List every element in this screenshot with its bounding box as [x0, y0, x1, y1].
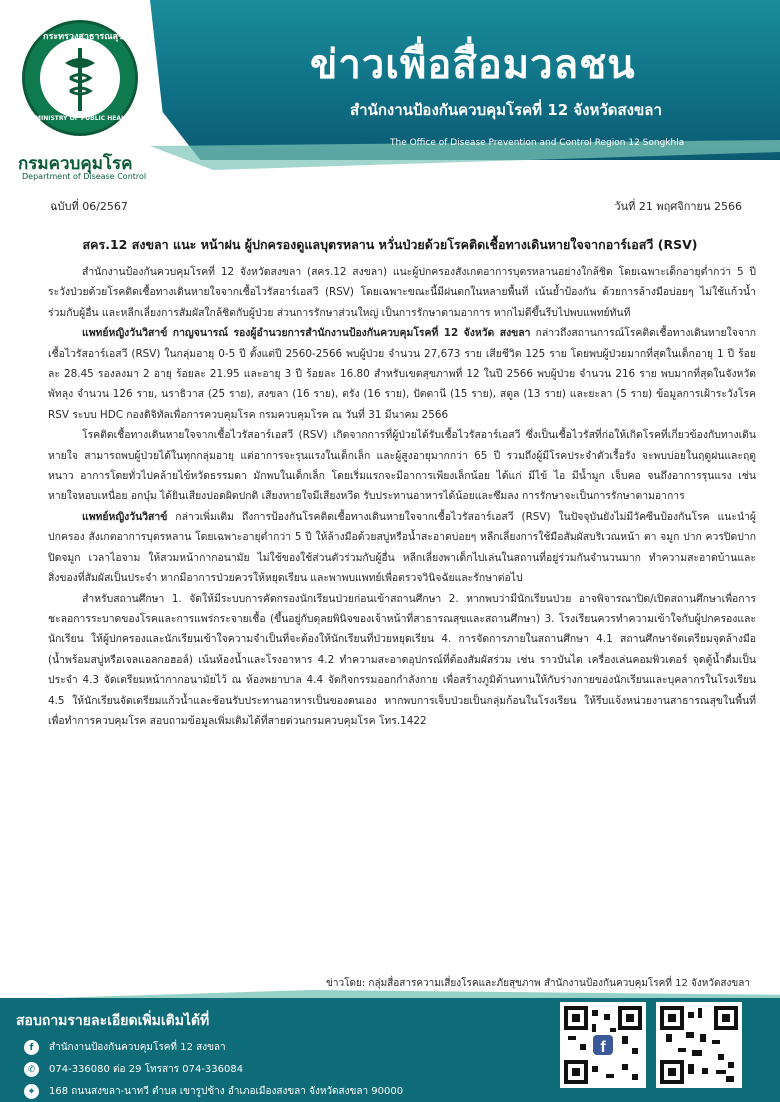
logo-top-text: กระทรวงสาธารณสุข — [43, 32, 125, 42]
qr-code-website[interactable] — [656, 1002, 742, 1088]
dept-name-thai: กรมควบคุมโรค — [18, 154, 133, 174]
footer-address — [24, 1084, 403, 1099]
paragraph-statistics — [48, 323, 756, 425]
issue-date: วันที่ 21 พฤศจิกายน 2566 — [614, 200, 742, 213]
office-name-english: The Office of Disease Prevention and Control Region 12 Songkhla — [390, 138, 685, 148]
page-title: ข่าวเพื่อสื่อมวลชน — [310, 42, 636, 88]
news-body — [48, 262, 756, 731]
header — [0, 0, 780, 190]
phone-icon: ✆ — [24, 1062, 39, 1077]
address-text: 168 ถนนสงขลา-นาทวี ตำบล เขารูปช้าง อำเภอเมืองสงขลา จังหวัดสงขลา 90000 — [49, 1086, 404, 1097]
logo-bottom-text: MINISTRY OF PUBLIC HEALTH — [35, 115, 133, 122]
speaker-name-short: แพทย์หญิงวันวิสาข์ — [82, 510, 168, 523]
news-headline: สคร.12 สงขลา แนะ หน้าฝน ผู้ปกครองดูแลบุตรหลาน หวั่นป่วยด้วยโรคติดเชื้อทางเดินหายใจจากอาร์เอสวี (RSV) — [82, 237, 698, 252]
paragraph-schools: สำหรับสถานศึกษา 1. จัดให้มีระบบการคัดกรองนักเรียนป่วยก่อนเข้าสถานศึกษา 2. หากพบว่ามีนักเรียนป่วย อาจพิจารณาปิด/เปิดสถานศึกษาเพื่อการชะลอการระบาดของโรคและการแพร่กระจายเชื้อ (ขึ้นอยู่กับดุลยพินิจของเจ้าหน้าที่สาธารณสุขและสถานศึกษา) 3. โรงเรียนควรทำความเข้าใจกับผู้ปกครองและนักเรียน ให้ผู้ปกครองและนักเรียนเข้าใจความจำเป็นที่จะต้องให้นักเรียนที่ป่วยหยุดเรียน 4. การจัดการภายในสถานศึกษา 4.1 สถานศึกษาจัดเตรียมจุดล้างมือ (น้ำพร้อมสบู่หรือเจลแอลกอฮอล์) เน้นห้องน้ำและโรงอาหาร 4.2 ทำความสะอาดอุปกรณ์ที่ต้องสัมผัสร่วม เช่น ราวบันได เครื่องเล่นคอมพิวเตอร์ จุดตู้น้ำดื่มเป็นประจำ 4.3 จัดเตรียมหน้ากากอนามัยไว้ ณ ห้องพยาบาล 4.4 จัดกิจกรรมออกกำลังกาย เพื่อสร้างภูมิต้านทานให้กับร่างกายของนักเรียนและบุคลากรในโรงเรียน 4.5 ให้นักเรียนจัดเตรียมแก้วน้ำและช้อนรับประทานอาหารเป็นของตนเอง หากพบการเจ็บป่วยเป็นกลุ่มก้อนในโรงเรียน ให้รีบแจ้งหน่วยงานสาธารณสุขในพื้นที่เพื่อทำการควบคุมโรค สอบถามข้อมูลเพิ่มเติมได้ที่สายด่วนกรมควบคุมโรค โทร.1422 — [48, 592, 756, 727]
footer-title: สอบถามรายละเอียดเพิ่มเติมได้ที่ — [16, 1013, 210, 1029]
paragraph-statistics-text: กล่าวถึงสถานการณ์โรคติดเชื้อทางเดินหายใจจากเชื้อไวรัสอาร์เอสวี (RSV) ในกลุ่มอายุ 0-5 ปี ตั้งแต่ปี 2560-2566 พบผู้ป่วย จำนวน 27,673 ราย เสียชีวิต 125 ราย โดยพบผู้ป่วยมากที่สุดในเด็กอายุ 1 ปี ร้อยละ 28.45 รองลงมา 2 อายุ ร้อยละ 21.95 และอายุ 3 ปี ร้อยละ 16.80 สำหรับเขตสุขภาพที่ 12 ในปี 2566 พบผู้ป่วย จำนวน 216 ราย พบมากที่สุดในจังหวัดพัทลุง จำนวน 126 ราย, นราธิวาส (25 ราย), สงขลา (16 ราย), ตรัง (16 ราย), ปัตตานี (15 ราย), สตูล (13 ราย) และยะลา (5 ราย) ข้อมูลการเฝ้าระวังโรค RSV ระบบ HDC กองดิจิทัลเพื่อการควบคุมโรค กรมควบคุมโรค ณ วันที่ 31 มีนาคม 2566 — [48, 327, 756, 421]
footer-phone[interactable] — [24, 1062, 243, 1077]
ministry-logo — [22, 20, 138, 136]
qr-code-facebook[interactable] — [560, 1002, 646, 1088]
location-icon: ⌖ — [24, 1084, 39, 1099]
issue-number: ฉบับที่ 06/2567 — [50, 200, 128, 213]
phone-numbers: 074-336080 ต่อ 29 โทรสาร 074-336084 — [49, 1064, 244, 1075]
footer-facebook[interactable] — [24, 1040, 226, 1055]
svg-text:f: f — [600, 1039, 606, 1056]
byline: ข่าวโดย: กลุ่มสื่อสารความเสี่ยงโรคและภัยสุขภาพ สำนักงานป้องกันควบคุมโรคที่ 12 จังหวัดสงขลา — [326, 978, 750, 989]
facebook-page-name: สำนักงานป้องกันควบคุมโรคที่ 12 สงขลา — [49, 1042, 226, 1053]
facebook-icon: f — [24, 1040, 39, 1055]
speaker-name: แพทย์หญิงวันวิสาข์ กาญจนารณ์ รองผู้อำนวยการสำนักงานป้องกันควบคุมโรคที่ 12 จังหวัด สงขลา — [82, 327, 531, 340]
paragraph-prevention-text: กล่าวเพิ่มเติม ถึงการป้องกันโรคติดเชื้อทางเดินหายใจจากเชื้อไวรัสอาร์เอสวี (RSV) ในปัจจุบันยังไม่มีวัคซีนป้องกันโรค แนะนำผู้ปกครอง สังเกตอาการบุตรหลาน โดยเฉพาะอายุต่ำกว่า 5 ปี ให้ล้างมือด้วยสบู่หรือน้ำสะอาดบ่อยๆ หลีกเลี่ยงการใช้มือสัมผัสบริเวณหน้า ตา จมูก ปาก ควรปิดปาก ปิดจมูก เวลาไอจาม ให้สวมหน้ากากอนามัย ไม่ใช้ของใช้ส่วนตัวร่วมกับผู้อื่น หลีกเลี่ยงพาเด็กไปเล่นในสถานที่อยู่ร่วมกันจำนวนมาก ทำความสะอาดบ้านและสิ่งของที่สัมผัสเป็นประจำ หากมีอาการป่วยควรให้หยุดเรียน และพาพบแพทย์เพื่อตรวจวินิจฉัยและรักษาต่อไป — [48, 510, 756, 585]
office-name: สำนักงานป้องกันควบคุมโรคที่ 12 จังหวัดสงขลา — [350, 101, 662, 119]
paragraph-disease-info: โรคติดเชื้อทางเดินหายใจจากเชื้อไวรัสอาร์เอสวี (RSV) เกิดจากการที่ผู้ป่วยได้รับเชื้อไวรัสอาร์เอสวี ซึ่งเป็นเชื้อไวรัสที่ก่อให้เกิดโรคที่เกี่ยวข้องกับทางเดินหายใจ สามารถพบผู้ป่วยได้ในทุกกลุ่มอายุ แต่อาการจะรุนแรงในเด็กเล็ก และผู้สูงอายุมากกว่า 65 ปี รวมถึงผู้มีโรคประจำตัวเรื้อรัง จะพบบ่อยในฤดูฝนและฤดูหนาว อาการโดยทั่วไปคล้ายไข้หวัดธรรมดา มักพบในเด็กเล็ก โดยเริ่มแรกจะมีอาการเพียงเล็กน้อย ได้แก่ มีไข้ ไอ มีน้ำมูก เจ็บคอ จนถึงอาการรุนแรง เช่น หายใจหอบเหนื่อย อกบุ๋ม ได้ยินเสียงปอดผิดปกติ เสียงหายใจมีเสียงหวีด รับประทานอาหารได้น้อยและซึมลง การรักษาจะเป็นการรักษาตามอาการ — [48, 429, 756, 503]
dept-name-english: Department of Disease Control — [22, 172, 147, 181]
paragraph-intro: สำนักงานป้องกันควบคุมโรคที่ 12 จังหวัดสงขลา (สคร.12 สงขลา) แนะผู้ปกครองสังเกตอาการบุตรหลานอย่างใกล้ชิด โดยเฉพาะเด็กอายุต่ำกว่า 5 ปี ระวังป่วยด้วยโรคติดเชื้อทางเดินหายใจจากเชื้อไวรัสอาร์เอสวี (RSV) โดยเฉพาะขณะนี้มีฝนตกในหลายพื้นที่ เน้นย้ำป้องกัน ด้วยการล้างมือบ่อยๆ ไม่ใช้แก้วน้ำร่วมกับผู้อื่น และหลีกเลี่ยงการสัมผัสใกล้ชิดกับผู้ป่วย ส่วนการรักษาส่วนใหญ่ เป็นการรักษาตามอาการ หากไม่ดีขึ้นรีบไปพบแพทย์ทันที — [48, 266, 756, 319]
paragraph-prevention — [48, 507, 756, 589]
